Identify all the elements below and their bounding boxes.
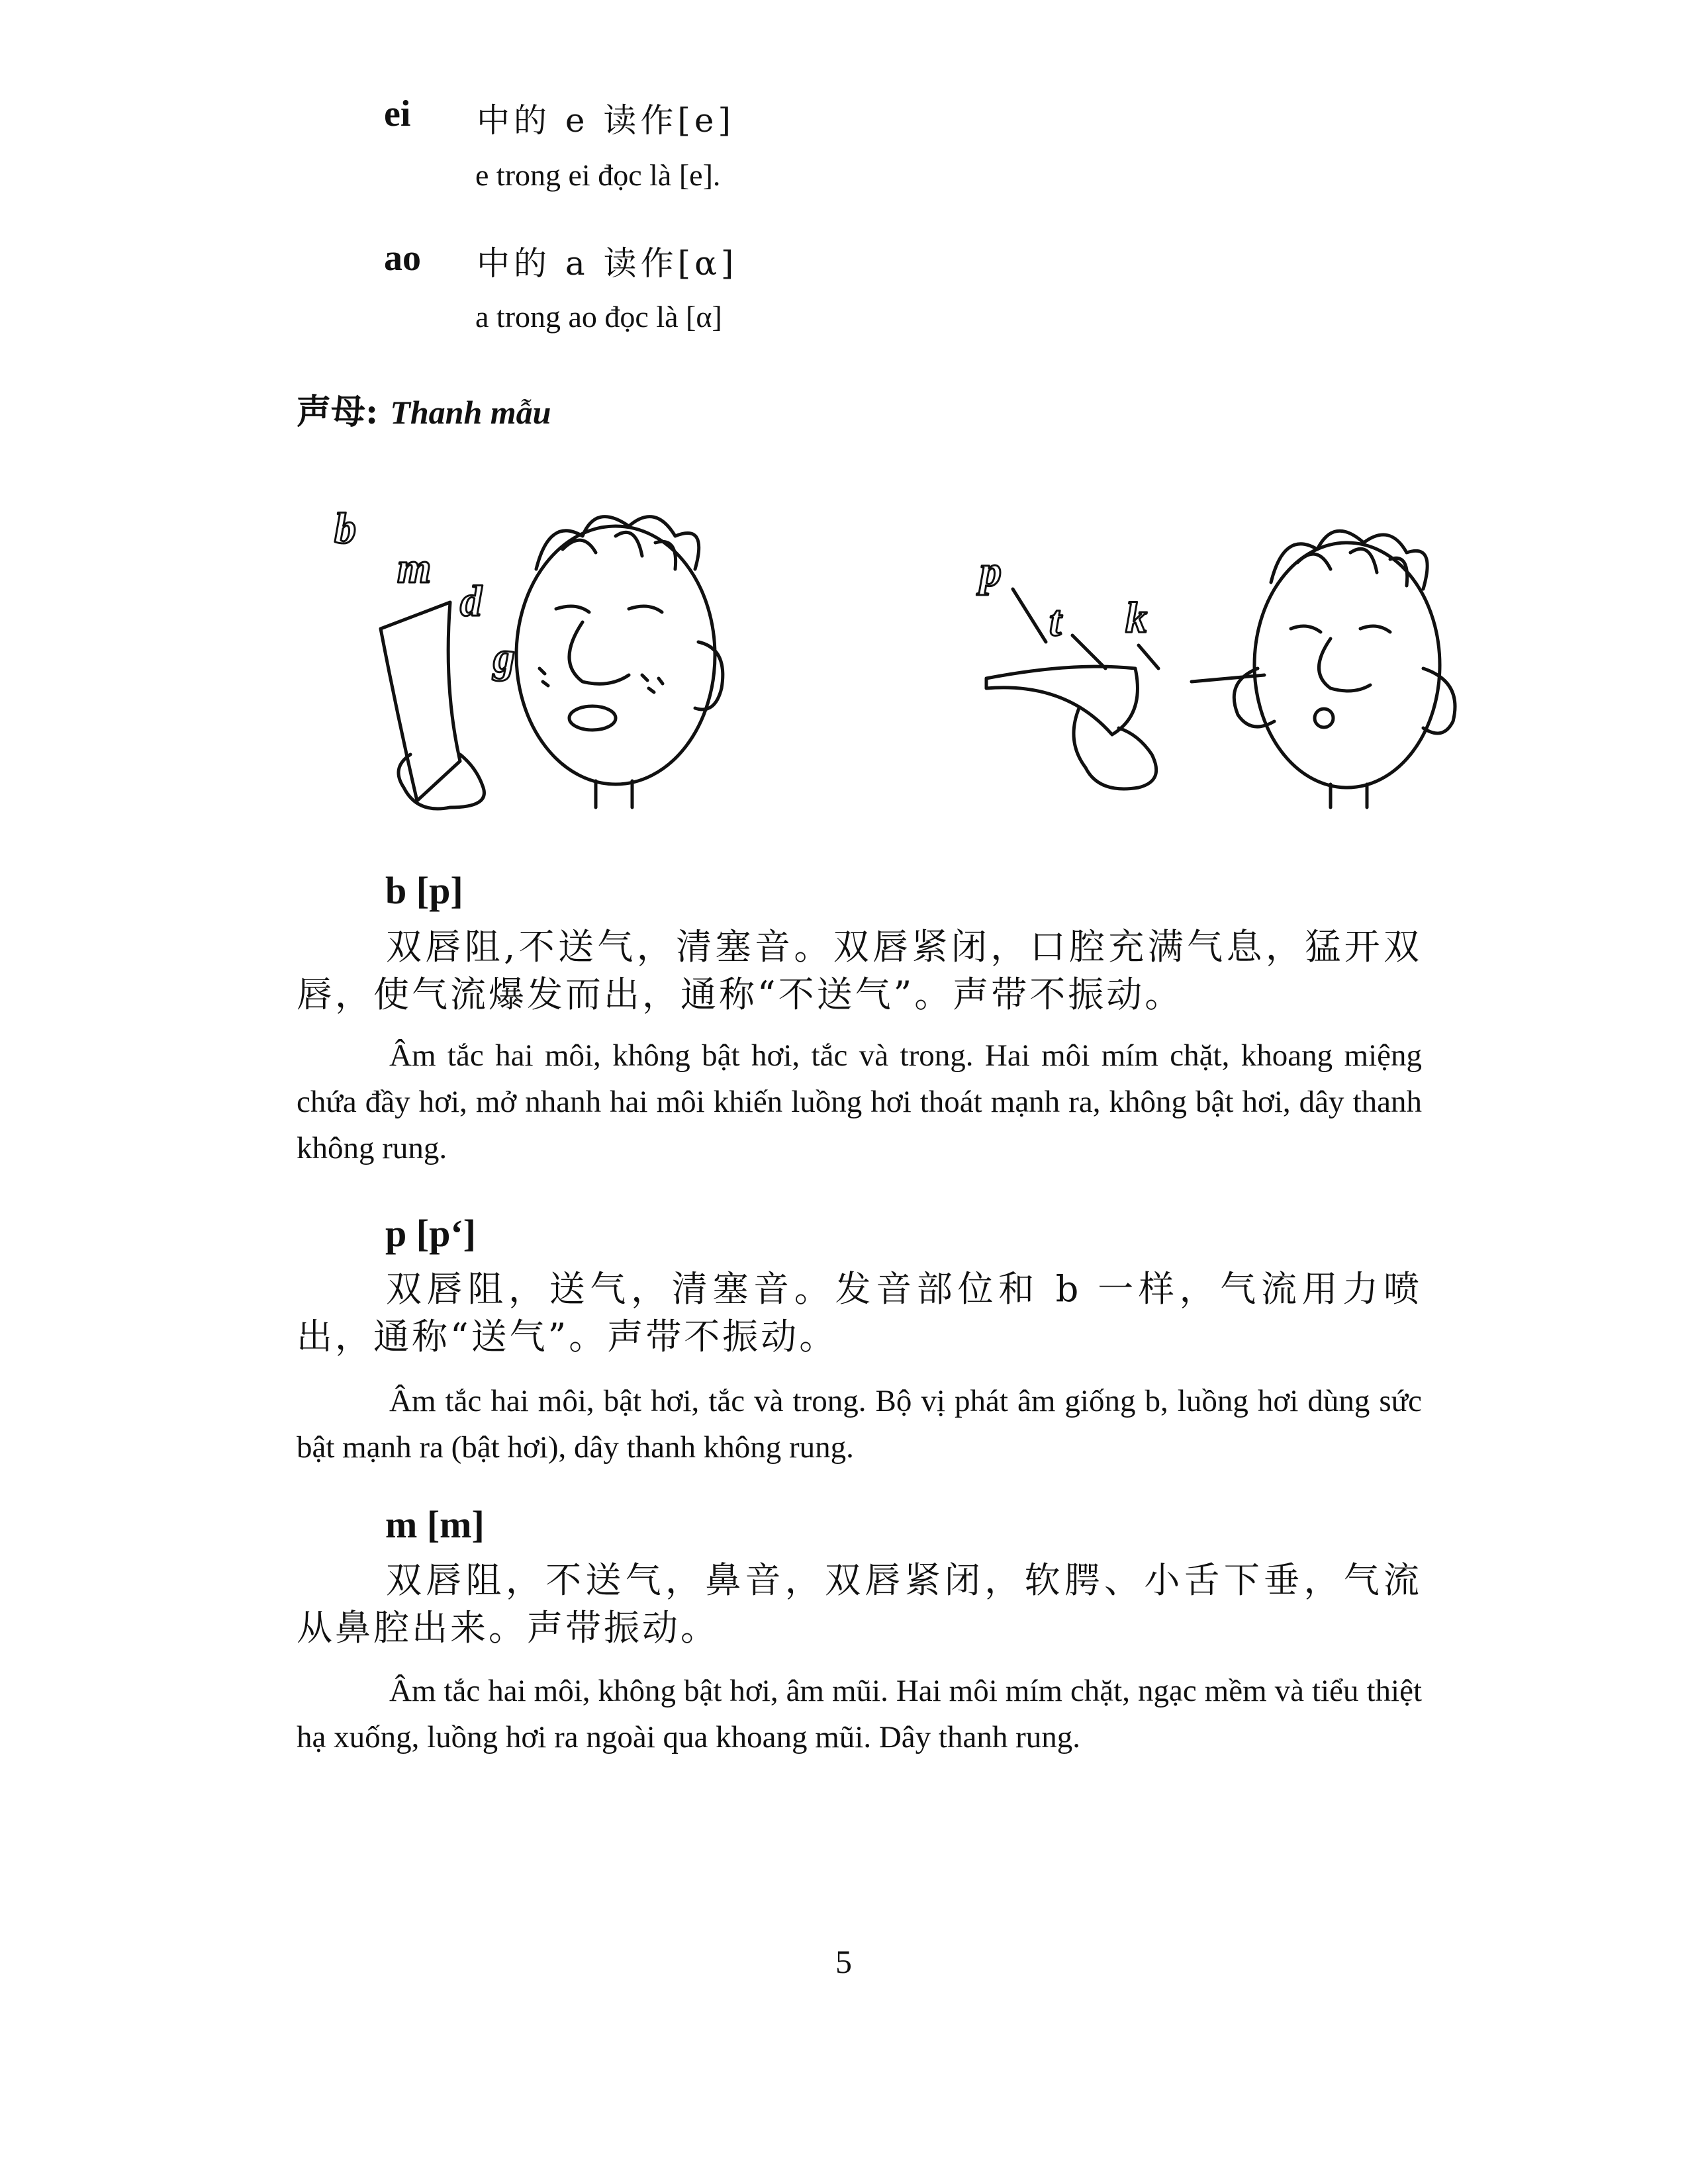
initial-zh-b: 双唇阻,不送气，清塞音。双唇紧闭，口腔充满气息，猛开双唇，使气流爆发而出，通称“不送气”。声带不振动。 [297,926,1422,1015]
section-heading-colon: : [365,392,379,432]
page-number: 5 [835,1943,852,1980]
vowel-zh-ei: 中的 e 读作[e] [477,101,735,140]
initial-title-p: p [p‘] [385,1212,476,1255]
nose [1319,639,1371,691]
vowel-vi-ei: e trong ei đọc là [e]. [475,158,721,192]
initial-zh-m: 双唇阻，不送气，鼻音，双唇紧闭，软腭、小舌下垂，气流从鼻腔出来。声带振动。 [297,1559,1422,1649]
blown-paper [986,666,1137,735]
section-heading-zh: 声母 [297,392,366,432]
head [516,526,715,784]
vowel-vi-ao: a trong ao đọc là [α] [475,300,722,334]
letter-g: g [493,633,515,682]
vowel-zh-ao: 中的 a 读作[α] [477,244,738,283]
letter-m: m [397,544,432,592]
puffed-cheek [1234,668,1455,733]
cheek [539,668,663,692]
section-heading-vi: Thanh mẫu [390,394,551,431]
initial-title-b: b [p] [385,869,463,912]
initial-zh-p: 双唇阻，送气，清塞音。发音部位和 b 一样，气流用力喷出，通称“送气”。声带不振动。 [297,1268,1422,1357]
head [1254,543,1440,788]
eyes [1291,626,1390,632]
initial-vi-b: Âm tắc hai môi, không bật hơi, tắc và trong. Hai môi mím chặt, khoang miệng chứa đầy hơi, mở nhanh hai môi khiến luồng hơi thoát mạnh ra, không bật hơi, dây thanh không rung. [297,1038,1422,1165]
eyes [556,606,662,612]
hair [1271,531,1427,589]
letter-t: t [1049,597,1062,645]
letter-b: b [334,504,356,553]
illustration-aspirated [973,516,1516,814]
nose [569,622,629,684]
blowing-mouth [1315,709,1333,727]
letter-k: k [1125,594,1147,642]
hand [1074,708,1156,789]
lips [569,706,616,730]
hair [536,517,699,569]
paper-sheet [381,602,460,801]
letter-p: p [980,547,1002,596]
section-heading [297,384,551,433]
initial-title-m: m [m] [385,1503,485,1546]
letter-d: d [460,577,482,625]
initial-vi-p: Âm tắc hai môi, bật hơi, tắc và trong. Bộ vị phát âm giống b, luồng hơi dùng sức bật mạnh ra (bật hơi), dây thanh không rung. [297,1384,1422,1465]
vowel-key-ei: ei [384,93,411,134]
vowel-key-ao: ao [384,238,421,279]
illustration-unaspirated [318,490,794,814]
initial-vi-m: Âm tắc hai môi, không bật hơi, âm mũi. Hai môi mím chặt, ngạc mềm và tiểu thiệt hạ xuống, luồng hơi ra ngoài qua khoang mũi. Dây thanh rung. [297,1674,1422,1754]
